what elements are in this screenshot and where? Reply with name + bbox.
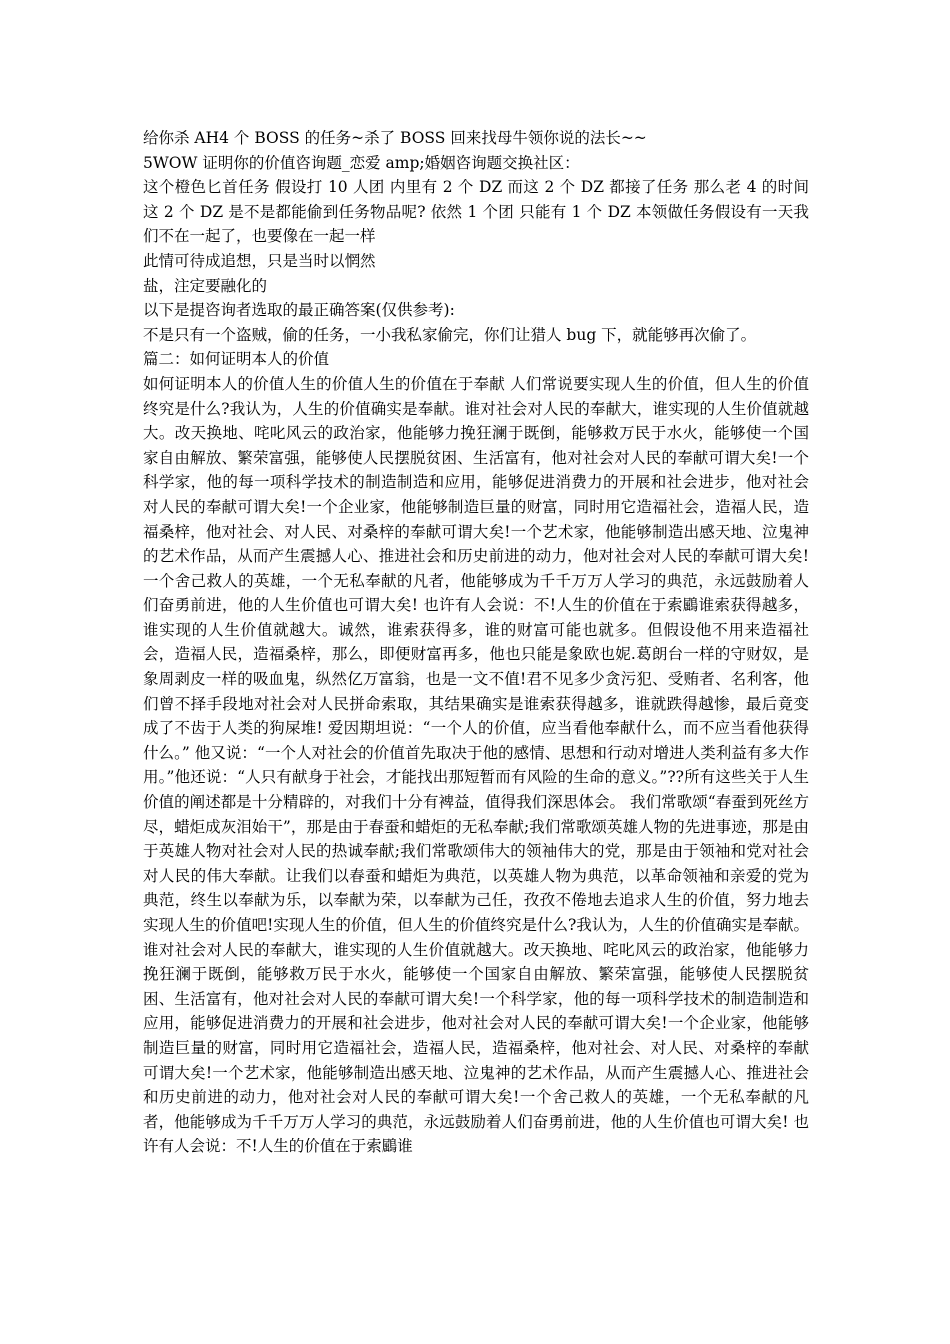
document-body <box>143 126 809 1159</box>
text-line: 给你杀 AH4 个 BOSS 的任务~杀了 BOSS 回来找母牛领你说的法长~~ <box>143 129 647 147</box>
paragraph: 不是只有一个盗贼，偷的任务，一小我私家偷完，你们让猎人 bug 下，就能够再次偷了。 <box>143 325 757 344</box>
text-line: 5WOW 证明你的价值咨询题_恋爱 amp;婚姻咨询题交换社区： <box>143 153 580 172</box>
section-heading: 篇二：如何证明本人的价值 <box>143 350 330 369</box>
text-line: 此情可待成追想，只是当时以惘然 <box>143 251 376 270</box>
paragraph: 如何证明本人的价值人生的价值人生的价值在于奉献 人们常说要实现人生的价值，但人生的价值终究是什么?我认为，人生的价值确实是奉献。谁对社会对人民的奉献大，谁实现的人生价值就越大。改天换地、咤叱风云的政治家，他能够力挽狂澜于既倒，能够救万民于水火，能够使一个国家自由解放、繁荣富强，能够使人民摆脱贫困、生活富有，他对社会对人民的奉献可谓大矣!一个科学家，他的每一项科学技术的制造制造和应用，能够促进消费力的开展和社会进步，他对社会对人民的奉献可谓大矣!一个企业家，他能够制造巨量的财富，同时用它造福社会，造福人民，造福桑梓，他对社会、对人民、对桑梓的奉献可谓大矣!一个艺术家，他能够制造出感天地、泣鬼神的艺术作品，从而产生震撼人心、推进社会和历史前进的动力，他对社会对人民的奉献可谓大矣!一个舍己救人的英雄，一个无私奉献的凡者，他能够成为千千万万人学习的典范，永远鼓励着人们奋勇前进，他的人生价值也可谓大矣! 也许有人会说：不!人生的价值在于索鶌谁索获得越多，谁实现的人生价值就越大。诚然，谁索获得多，谁的财富可能也就多。但假设他不用来造福社会，造福人民，造福桑梓，那么，即便财富再多，他也只能是象欧也妮.葛朗台一样的守财奴，是象周剥皮一样的吸血鬼，纵然亿万富翁，也是一文不值!君不见多少贪污犯、受贿者、名利客，他们曾不择手段地对社会对人民拼命索取，其结果确实是谁索获得越多，谁就跌得越惨，最后竟变成了不齿于人类的狗屎堆! 爱因期坦说：“一个人的价值，应当看他奉献什么，而不应当看他获得什么。” 他又说：“一个人对社会的价值首先取决于他的感情、思想和行动对增进人类利益有多大作用。”他还说：“人只有献身于社会，才能找出那短暂而有风险的生命的意义。”??所有这些关于人生价值的阐述都是十分精辟的，对我们十分有裨益，值得我们深思体会。 我们常歌颂“春蚕到死丝方尽，蜡炬成灰泪始干”，那是由于春蚕和蜡炬的无私奉献;我们常歌颂英雄人物的先进事迹，那是由于英雄人物对社会对人民的热诚奉献;我们常歌颂伟大的领袖伟大的党，那是由于领袖和党对社会对人民的伟大奉献。让我们以春蚕和蜡炬为典范，以英雄人物为典范，以革命领袖和亲爱的党为典范，终生以奉献为乐，以奉献为荣，以奉献为己任，孜孜不倦地去追求人生的价值，努力地去实现人生的价值吧!实现人生的价值，但人生的价值终究是什么?我认为，人生的价值确实是奉献。谁对社会对人民的奉献大，谁实现的人生价值就越大。改天换地、咤叱风云的政治家，他能够力挽狂澜于既倒，能够救万民于水火，能够使一个国家自由解放、繁荣富强，能够使人民摆脱贫困、生活富有，他对社会对人民的奉献可谓大矣!一个科学家，他的每一项科学技术的制造制造和应用，能够促进消费力的开展和社会进步，他对社会对人民的奉献可谓大矣!一个企业家，他能够制造巨量的财富，同时用它造福社会，造福人民，造福桑梓，他对社会、对人民、对桑梓的奉献可谓大矣!一个艺术家，他能够制造出感天地、泣鬼神的艺术作品，从而产生震撼人心、推进社会和历史前进的动力，他对社会对人民的奉献可谓大矣!一个舍己救人的英雄，一个无私奉献的凡者，他能够成为千千万万人学习的典范，永远鼓励着人们奋勇前进，他的人生价值也可谓大矣! 也许有人会说：不!人生的价值在于索鶌谁 <box>143 374 809 1156</box>
text-line: 以下是提咨询者选取的最正确答案(仅供参考): <box>143 301 455 320</box>
text-line: 盐，注定要融化的 <box>143 276 268 295</box>
paragraph: 这个橙色匕首任务 假设打 10 人团 内里有 2 个 DZ 而这 2 个 DZ 都接了任务 那么老 4 的时间 这 2 个 DZ 是不是都能偷到任务物品呢? 依然 1 个团 只能有 1 个 DZ 本领做任务假设有一天我们不在一起了，也要像在一起一样 <box>143 178 809 246</box>
